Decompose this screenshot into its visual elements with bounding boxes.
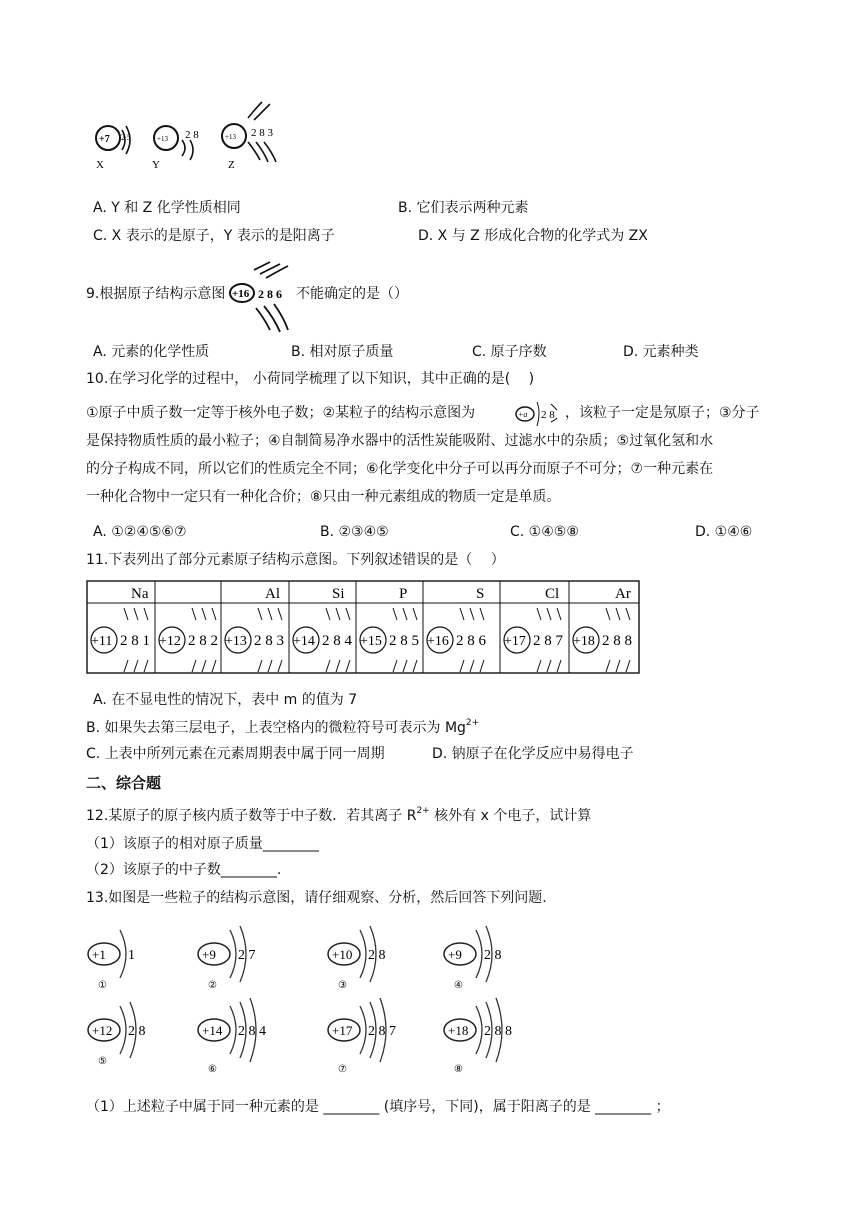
table-element-symbol: S xyxy=(476,586,485,602)
q8-option-c: C. X 表示的是原子，Y 表示的是阳离子 xyxy=(93,228,335,244)
particle-diagram xyxy=(198,998,266,1075)
particle-diagram xyxy=(444,926,502,991)
table-atom-nucleus: +15 xyxy=(360,634,382,649)
q10-line2: 是保持物质性质的最小粒子；④自制简易净水器中的活性炭能吸附、过滤水中的杂质；⑤过氧化氢和水 xyxy=(86,433,714,449)
particle-diagram xyxy=(328,998,396,1075)
atom-y-nucleus: +13 xyxy=(157,135,168,143)
q8-option-a: A. Y 和 Z 化学性质相同 xyxy=(93,200,241,216)
table-element-symbol: Al xyxy=(265,586,280,602)
q9-atom-diagram xyxy=(226,260,298,334)
table-atom-diagram xyxy=(159,608,218,672)
particle-index: ⑦ xyxy=(338,1064,347,1075)
particle-index: ② xyxy=(208,980,217,991)
particle-shells: 2 8 xyxy=(368,948,386,963)
q13-part1: （1）上述粒子中属于同一种元素的是 ________ (填序号，下同)，属于阳离子的是 ________ ； xyxy=(86,1099,670,1115)
particle-shells: 2 8 4 xyxy=(238,1024,266,1039)
particle-nucleus: +10 xyxy=(332,947,353,962)
q11-option-c: C. 上表中所列元素在元素周期表中属于同一周期 xyxy=(86,746,385,762)
q11-option-b-text: B. 如果失去第三层电子，上表空格内的微粒符号可表示为 Mg xyxy=(86,720,466,736)
table-atom-nucleus: +17 xyxy=(504,634,526,649)
table-atom-diagram xyxy=(573,608,632,672)
table-atom-shells: 2 8 8 xyxy=(602,633,632,649)
table-element-symbol: P xyxy=(399,586,408,602)
particle-shells: 2 8 xyxy=(484,948,502,963)
table-element-symbol: Na xyxy=(131,586,149,602)
particle-index: ⑤ xyxy=(98,1056,107,1067)
q12-charge: 2+ xyxy=(416,806,430,816)
q9-option-a: A. 元素的化学性质 xyxy=(93,344,210,360)
q10-atom-diagram xyxy=(515,400,565,428)
table-atom-diagram xyxy=(225,608,284,672)
particle-nucleus: +18 xyxy=(448,1023,469,1038)
particle-diagram xyxy=(198,926,256,991)
table-atom-nucleus: +11 xyxy=(91,634,113,649)
table-atom-nucleus: +14 xyxy=(293,634,315,649)
table-atom-shells: 2 8 1 xyxy=(120,633,150,649)
particle-index: ⑥ xyxy=(208,1064,217,1075)
q9-nucleus: +16 xyxy=(232,288,250,300)
table-atom-shells: 2 8 5 xyxy=(389,633,419,649)
table-atom-diagram xyxy=(427,608,487,672)
atom-x-shells: 2 5 xyxy=(121,133,131,142)
q10-line4: 一种化合物中一定只有一种化合价；⑧只由一种元素组成的物质一定是单质。 xyxy=(86,489,561,505)
q11-stem: 11.下表列出了部分元素原子结构示意图。下列叙述错误的是（ ） xyxy=(86,552,505,568)
table-atom-diagram xyxy=(360,608,419,672)
particle-nucleus: +1 xyxy=(92,947,106,962)
q13-particle-figure xyxy=(86,920,546,1090)
q11-atom-table xyxy=(86,580,642,676)
q12-part2: （2）该原子的中子数________. xyxy=(86,862,282,878)
table-atom-shells: 2 8 7 xyxy=(533,633,563,649)
particle-diagram xyxy=(88,930,135,991)
q10-option-b: B. ②③④⑤ xyxy=(320,524,389,540)
table-element-symbol: Si xyxy=(332,586,345,602)
q10-line1-before: ①原子中质子数一定等于核外电子数；②某粒子的结构示意图为 xyxy=(86,405,476,421)
q9-option-c: C. 原子序数 xyxy=(472,344,547,360)
q11-option-d: D. 钠原子在化学反应中易得电子 xyxy=(432,746,634,762)
q11-option-b-charge: 2+ xyxy=(465,718,480,728)
q12-stem-before: 12.某原子的原子核内质子数等于中子数．若其离子 R xyxy=(86,808,417,824)
particle-shells: 2 8 7 xyxy=(368,1024,396,1039)
particle-shells: 2 8 xyxy=(128,1024,146,1039)
atom-z-nucleus: +13 xyxy=(225,133,236,141)
atom-y xyxy=(152,126,199,171)
atom-x-nucleus: +7 xyxy=(99,134,110,145)
table-element-symbol: Cl xyxy=(545,586,560,602)
q10-line1-after: ，该粒子一定是氖原子；③分子 xyxy=(565,405,760,421)
table-atom-shells: 2 8 4 xyxy=(322,633,352,649)
table-atom-diagram xyxy=(504,608,564,672)
atom-z-shells: 2 8 3 xyxy=(251,127,273,139)
particle-nucleus: +9 xyxy=(202,947,216,962)
q10-option-c: C. ①④⑤⑧ xyxy=(510,524,579,540)
q12-stem-after: 核外有 x 个电子，试计算 xyxy=(429,808,592,824)
q9-stem-after: 不能确定的是（） xyxy=(296,286,408,302)
atom-x xyxy=(96,126,131,171)
table-atom-shells: 2 8 3 xyxy=(254,633,284,649)
q12-stem xyxy=(86,806,591,826)
particle-index: ① xyxy=(98,980,107,991)
particle-nucleus: +17 xyxy=(332,1023,353,1038)
q11-option-a: A. 在不显电性的情况下，表中 m 的值为 7 xyxy=(93,692,358,708)
q10-option-a: A. ①②④⑤⑥⑦ xyxy=(93,524,187,540)
atom-z xyxy=(222,102,276,171)
particle-shells: 2 8 8 xyxy=(484,1024,512,1039)
particle-nucleus: +12 xyxy=(92,1023,113,1038)
particle-index: ⑧ xyxy=(454,1064,463,1075)
q8-option-b: B. 它们表示两种元素 xyxy=(398,200,529,216)
particle-diagram xyxy=(444,998,512,1075)
atom-x-label: X xyxy=(96,159,104,171)
particle-diagram xyxy=(88,1002,146,1067)
table-atom-nucleus: +18 xyxy=(573,634,595,649)
particle-nucleus: +14 xyxy=(202,1023,223,1038)
q12-part1: （1）该原子的相对原子质量________ xyxy=(86,836,319,852)
table-atom-shells: 2 8 2 xyxy=(188,633,218,649)
atom-z-label: Z xyxy=(228,159,235,171)
atom-y-shells: 2 8 xyxy=(185,129,199,141)
particle-nucleus: +9 xyxy=(448,947,462,962)
q9-stem-before: 9.根据原子结构示意图 xyxy=(86,286,226,302)
q9-option-b: B. 相对原子质量 xyxy=(291,344,394,360)
table-atom-nucleus: +16 xyxy=(427,634,449,649)
table-atom-nucleus: +12 xyxy=(159,634,181,649)
particle-shells: 1 xyxy=(128,948,135,963)
atom-y-label: Y xyxy=(152,159,160,171)
q13-stem: 13.如图是一些粒子的结构示意图，请仔细观察、分析，然后回答下列问题. xyxy=(86,890,547,906)
particle-shells: 2 7 xyxy=(238,948,256,963)
section-title-comprehensive: 二、综合题 xyxy=(86,774,162,792)
particle-index: ③ xyxy=(338,980,347,991)
particle-index: ④ xyxy=(454,980,463,991)
q10-option-d: D. ①④⑥ xyxy=(695,524,753,540)
table-atom-diagram xyxy=(293,608,353,672)
q11-option-b xyxy=(86,718,479,738)
q10-shells: 2 8 xyxy=(541,409,555,421)
table-atom-diagram xyxy=(91,608,150,672)
q10-line3: 的分子构成不同，所以它们的性质完全不同；⑥化学变化中分子可以再分而原子不可分；⑦一种元素在 xyxy=(86,461,714,477)
atom-figure-xyz xyxy=(88,96,288,176)
table-atom-nucleus: +13 xyxy=(225,634,247,649)
particle-diagram xyxy=(328,926,386,991)
table-element-symbol: Ar xyxy=(615,586,631,602)
q9-option-d: D. 元素种类 xyxy=(623,344,699,360)
table-atom-shells: 2 8 6 xyxy=(456,633,486,649)
q9-shells: 2 8 6 xyxy=(258,287,282,301)
q10-stem: 10.在学习化学的过程中， 小荷同学梳理了以下知识，其中正确的是( ) xyxy=(86,371,535,387)
q8-option-d: D. X 与 Z 形成化合物的化学式为 ZX xyxy=(418,228,648,244)
q10-nucleus: +a xyxy=(518,410,528,419)
